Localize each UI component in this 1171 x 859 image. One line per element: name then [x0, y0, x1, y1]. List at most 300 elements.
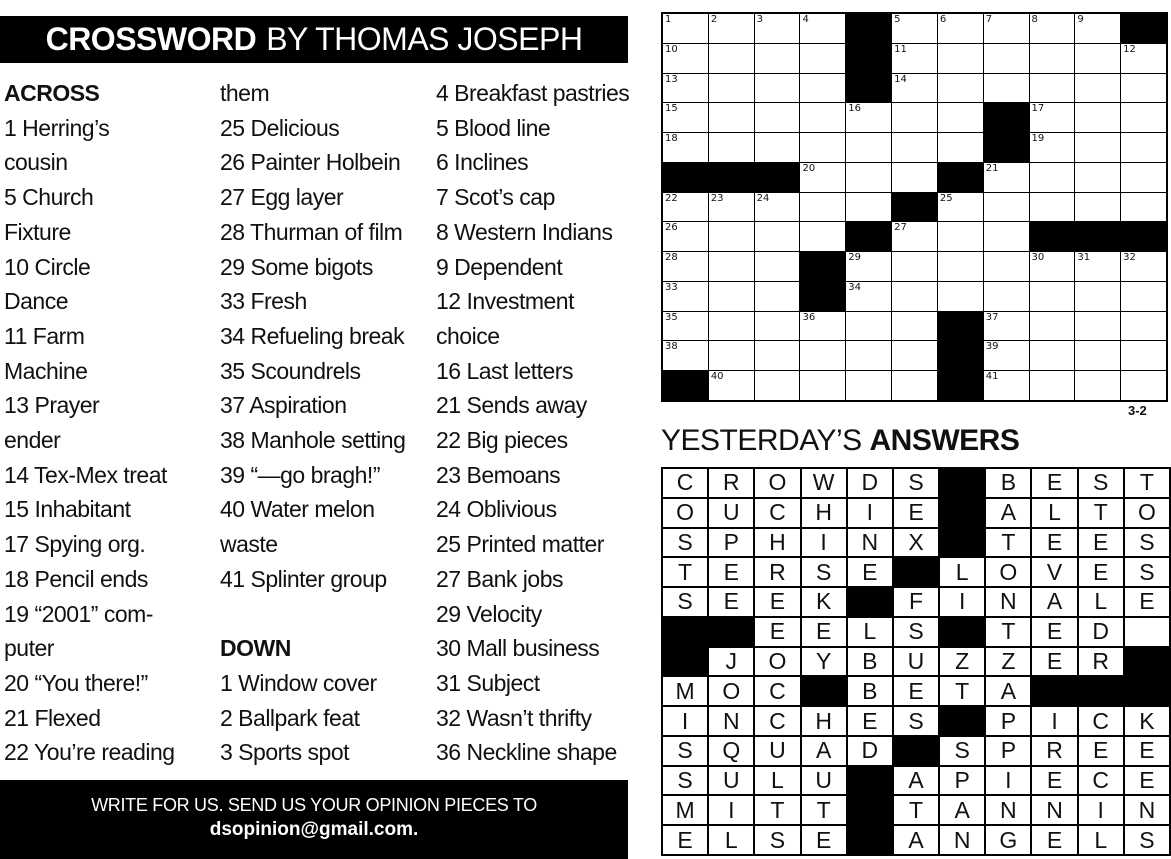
answer-cell: A	[986, 499, 1030, 527]
grid-cell	[1030, 163, 1075, 192]
grid-cell	[800, 222, 845, 251]
answer-black-square	[848, 796, 892, 824]
answer-cell: H	[755, 529, 799, 557]
answer-black-square	[940, 469, 984, 497]
grid-cell-number: 4	[802, 14, 809, 25]
answer-cell: L	[1079, 588, 1123, 616]
clue-line: 9 Dependent	[436, 253, 563, 280]
grid-cell	[800, 341, 845, 370]
grid-cell-number: 21	[985, 162, 999, 174]
grid-cell	[663, 44, 708, 73]
grid-cell	[663, 222, 708, 251]
grid-cell-number: 38	[665, 341, 678, 353]
grid-cell-number: 41	[985, 371, 999, 383]
answer-cell: R	[1079, 648, 1123, 676]
grid-black-square	[1075, 222, 1120, 251]
grid-cell-number: 20	[802, 162, 816, 174]
grid-cell	[892, 133, 937, 162]
grid-cell	[709, 44, 754, 73]
grid-cell	[1121, 74, 1166, 103]
clue-line: 10 Circle	[4, 253, 91, 280]
answer-cell: E	[709, 588, 753, 616]
footer-email[interactable]: dsopinion@gmail.com.	[209, 819, 419, 840]
yesterdays-answers-title	[661, 424, 1019, 458]
answer-black-square	[848, 588, 892, 616]
answer-cell: T	[986, 529, 1030, 557]
grid-black-square	[938, 312, 983, 341]
clue-line: 21 Flexed	[4, 704, 101, 731]
clue-column-1	[4, 76, 175, 770]
grid-cell	[755, 312, 800, 341]
grid-cell-number: 29	[848, 252, 861, 264]
answer-cell: C	[1079, 707, 1123, 735]
answer-cell: E	[1079, 737, 1123, 765]
grid-cell	[1075, 74, 1120, 103]
grid-cell	[800, 44, 845, 73]
grid-cell-number: 27	[894, 222, 907, 234]
grid-cell	[800, 74, 845, 103]
answer-cell: S	[663, 529, 707, 557]
grid-cell	[663, 252, 708, 281]
grid-black-square	[1030, 222, 1075, 251]
answer-cell: O	[709, 677, 753, 705]
grid-cell-number: 8	[1031, 14, 1038, 25]
answer-black-square	[802, 677, 846, 705]
clue-line: 21 Sends away	[436, 392, 587, 419]
grid-cell	[892, 222, 937, 251]
grid-cell	[938, 14, 983, 43]
answer-cell: N	[1032, 796, 1076, 824]
answer-cell: T	[940, 677, 984, 705]
grid-cell	[984, 44, 1029, 73]
grid-cell	[846, 371, 891, 400]
answers-grid	[661, 467, 1171, 856]
answer-cell: N	[848, 529, 892, 557]
clue-line: 19 “2001” com-	[4, 600, 153, 627]
clue-columns	[4, 76, 628, 776]
header-title-byline: BY THOMAS JOSEPH	[266, 21, 583, 57]
answer-cell: S	[894, 707, 938, 735]
clue-line: Machine	[4, 357, 88, 384]
clue-line: 11 Farm	[4, 322, 85, 349]
answer-black-square	[940, 499, 984, 527]
answer-cell: T	[894, 796, 938, 824]
answer-cell: X	[894, 529, 938, 557]
clue-line: 29 Velocity	[436, 600, 542, 627]
grid-cell-number: 32	[1123, 252, 1136, 264]
answer-cell: E	[848, 707, 892, 735]
grid-cell-number: 5	[894, 14, 901, 25]
answer-cell: T	[755, 796, 799, 824]
grid-cell	[1075, 163, 1120, 192]
clue-line: 23 Bemoans	[436, 461, 561, 488]
answer-cell: E	[1032, 529, 1076, 557]
grid-cell	[663, 14, 708, 43]
answer-cell: I	[1032, 707, 1076, 735]
grid-cell	[892, 14, 937, 43]
answer-cell: J	[709, 648, 753, 676]
answer-cell: I	[940, 588, 984, 616]
answer-black-square	[1125, 677, 1169, 705]
grid-cell	[800, 193, 845, 222]
answer-cell: N	[986, 796, 1030, 824]
answer-cell: Y	[802, 648, 846, 676]
grid-cell-number: 15	[665, 103, 678, 115]
clue-line: 1 Window cover	[220, 669, 377, 696]
grid-cell	[938, 44, 983, 73]
clue-line: 41 Splinter group	[220, 565, 387, 592]
grid-cell	[984, 163, 1029, 192]
grid-cell	[709, 103, 754, 132]
answer-cell: D	[848, 737, 892, 765]
clue-line: 17 Spying org.	[4, 531, 146, 558]
answer-cell: E	[894, 677, 938, 705]
grid-cell	[1121, 133, 1166, 162]
clue-line: 13 Prayer	[4, 392, 100, 419]
grid-cell	[1030, 103, 1075, 132]
grid-cell	[892, 74, 937, 103]
grid-cell	[1075, 14, 1120, 43]
grid-cell	[800, 14, 845, 43]
grid-black-square	[984, 133, 1029, 162]
grid-cell	[1121, 252, 1166, 281]
grid-cell-number: 10	[665, 43, 678, 55]
grid-cell	[892, 282, 937, 311]
grid-cell	[755, 193, 800, 222]
answer-cell: S	[1125, 826, 1169, 854]
answer-cell: U	[802, 767, 846, 795]
clue-line: 5 Church	[4, 184, 94, 211]
clue-line: 30 Mall business	[436, 635, 600, 662]
grid-cell	[1030, 193, 1075, 222]
answer-cell: M	[663, 796, 707, 824]
answer-cell: O	[755, 648, 799, 676]
grid-cell-number: 30	[1031, 252, 1045, 264]
answer-black-square	[663, 648, 707, 676]
grid-cell-number: 26	[665, 222, 678, 234]
grid-black-square	[846, 222, 891, 251]
answer-cell: P	[986, 707, 1030, 735]
answer-black-square	[709, 618, 753, 646]
yesterdays-title-light: YESTERDAY’S	[661, 424, 862, 457]
grid-cell-number: 34	[848, 281, 861, 293]
grid-cell-number: 39	[985, 341, 999, 353]
answer-cell: N	[1125, 796, 1169, 824]
clue-line: choice	[436, 322, 500, 349]
grid-cell	[846, 163, 891, 192]
grid-cell	[1030, 252, 1075, 281]
answer-cell: G	[986, 826, 1030, 854]
answer-cell: N	[940, 826, 984, 854]
grid-cell	[984, 252, 1029, 281]
answer-black-square	[940, 529, 984, 557]
answer-cell: E	[1032, 469, 1076, 497]
clue-line: 5 Blood line	[436, 114, 551, 141]
grid-cell	[709, 133, 754, 162]
grid-cell	[846, 341, 891, 370]
answer-cell: A	[940, 796, 984, 824]
grid-cell	[709, 222, 754, 251]
clue-line: 25 Delicious	[220, 114, 340, 141]
answer-cell: N	[986, 588, 1030, 616]
answer-black-square	[663, 618, 707, 646]
grid-cell	[800, 371, 845, 400]
grid-cell	[892, 341, 937, 370]
clue-line: 20 “You there!”	[4, 669, 148, 696]
grid-cell	[663, 312, 708, 341]
answer-cell: S	[1125, 529, 1169, 557]
grid-cell	[984, 222, 1029, 251]
answer-cell: P	[986, 737, 1030, 765]
grid-cell	[1075, 44, 1120, 73]
grid-black-square	[846, 44, 891, 73]
grid-cell	[755, 103, 800, 132]
answer-cell: L	[1079, 826, 1123, 854]
grid-cell	[846, 282, 891, 311]
answer-cell: O	[1125, 499, 1169, 527]
grid-cell	[984, 193, 1029, 222]
answer-cell: C	[1079, 767, 1123, 795]
grid-cell	[1121, 103, 1166, 132]
clue-line: 29 Some bigots	[220, 253, 373, 280]
answer-cell: Q	[709, 737, 753, 765]
answer-cell: T	[802, 796, 846, 824]
grid-cell-number: 11	[894, 43, 907, 55]
grid-cell-number: 9	[1077, 14, 1084, 25]
grid-cell	[755, 252, 800, 281]
grid-black-square	[1121, 222, 1166, 251]
answer-cell: E	[755, 588, 799, 616]
grid-cell	[709, 282, 754, 311]
grid-cell	[892, 371, 937, 400]
grid-cell	[892, 103, 937, 132]
answer-cell: I	[1079, 796, 1123, 824]
answer-cell: I	[848, 499, 892, 527]
answer-cell: P	[940, 767, 984, 795]
answer-cell: U	[755, 737, 799, 765]
answer-black-square	[848, 767, 892, 795]
clue-line: 31 Subject	[436, 669, 540, 696]
grid-cell	[1075, 312, 1120, 341]
grid-cell	[1075, 371, 1120, 400]
grid-cell	[709, 252, 754, 281]
answer-cell: S	[802, 558, 846, 586]
grid-cell	[846, 133, 891, 162]
answer-cell: E	[1032, 826, 1076, 854]
grid-cell	[1030, 371, 1075, 400]
answer-black-square	[940, 618, 984, 646]
answer-cell: S	[663, 588, 707, 616]
clue-line: 4 Breakfast pastries	[436, 80, 630, 106]
clue-line: 14 Tex-Mex treat	[4, 461, 167, 488]
grid-black-square	[846, 74, 891, 103]
grid-cell	[938, 74, 983, 103]
grid-cell	[709, 74, 754, 103]
clue-line: 22 You’re reading	[4, 739, 175, 766]
grid-cell-number: 17	[1031, 103, 1045, 115]
grid-cell-number: 7	[985, 14, 993, 25]
clue-section-heading: ACROSS	[4, 80, 100, 106]
grid-cell	[800, 103, 845, 132]
answer-cell: U	[709, 767, 753, 795]
grid-cell	[892, 252, 937, 281]
clue-column-2	[220, 76, 405, 770]
grid-black-square	[1121, 14, 1166, 43]
crossword-grid	[661, 12, 1168, 402]
clue-line: Dance	[4, 288, 68, 315]
grid-cell-number: 18	[665, 133, 678, 145]
answer-cell: L	[848, 618, 892, 646]
grid-cell	[938, 222, 983, 251]
grid-cell	[1121, 371, 1166, 400]
grid-cell	[800, 133, 845, 162]
clue-line: 27 Egg layer	[220, 184, 344, 211]
clue-line: 28 Thurman of film	[220, 218, 403, 245]
grid-black-square	[800, 282, 845, 311]
grid-cell	[663, 341, 708, 370]
clue-line: 22 Big pieces	[436, 427, 568, 454]
answer-cell: E	[1125, 737, 1169, 765]
grid-cell-number: 1	[665, 14, 672, 25]
grid-cell	[1121, 312, 1166, 341]
answer-cell: S	[894, 618, 938, 646]
answer-cell: E	[1032, 618, 1076, 646]
grid-cell-number: 2	[710, 14, 718, 25]
grid-black-square	[846, 14, 891, 43]
grid-cell	[709, 371, 754, 400]
footer-line-1: WRITE FOR US. SEND US YOUR OPINION PIECES TO	[91, 795, 537, 815]
grid-cell	[938, 193, 983, 222]
grid-cell	[709, 341, 754, 370]
clue-line: 3 Sports spot	[220, 739, 350, 766]
clue-line: 40 Water melon	[220, 496, 375, 523]
clue-line: 34 Refueling break	[220, 322, 405, 349]
answer-cell: T	[663, 558, 707, 586]
clue-line: cousin	[4, 149, 68, 176]
answer-cell: I	[663, 707, 707, 735]
answer-cell: K	[802, 588, 846, 616]
grid-cell-number: 37	[985, 311, 999, 323]
grid-cell	[1075, 193, 1120, 222]
grid-cell	[1075, 133, 1120, 162]
grid-cell	[1075, 252, 1120, 281]
grid-cell	[984, 282, 1029, 311]
grid-cell	[892, 312, 937, 341]
clue-line: 16 Last letters	[436, 357, 573, 384]
answer-cell: E	[1032, 648, 1076, 676]
answer-cell: D	[848, 469, 892, 497]
clue-line: 25 Printed matter	[436, 531, 604, 558]
answer-cell: H	[802, 707, 846, 735]
clue-line: 15 Inhabitant	[4, 496, 131, 523]
answer-black-square	[1079, 677, 1123, 705]
answer-cell: O	[986, 558, 1030, 586]
grid-cell	[1030, 341, 1075, 370]
answer-cell: O	[755, 469, 799, 497]
answer-cell: C	[755, 499, 799, 527]
answer-cell: E	[709, 558, 753, 586]
grid-cell-number: 33	[665, 281, 678, 293]
grid-cell-number: 6	[939, 14, 947, 25]
clue-line: 32 Wasn’t thrifty	[436, 704, 592, 731]
grid-cell	[755, 222, 800, 251]
grid-cell	[1121, 163, 1166, 192]
answer-cell: B	[848, 648, 892, 676]
clue-section-heading: DOWN	[220, 635, 291, 662]
answer-cell: E	[755, 618, 799, 646]
answer-cell: E	[1125, 588, 1169, 616]
grid-cell	[892, 163, 937, 192]
grid-cell	[1030, 312, 1075, 341]
grid-cell-number: 23	[710, 192, 724, 204]
grid-cell-number: 12	[1123, 43, 1136, 55]
answer-cell: C	[755, 707, 799, 735]
answer-cell: I	[986, 767, 1030, 795]
grid-cell	[938, 133, 983, 162]
answer-cell: I	[709, 796, 753, 824]
answer-cell: C	[755, 677, 799, 705]
answer-cell: E	[802, 826, 846, 854]
grid-black-square	[938, 163, 983, 192]
grid-cell	[800, 163, 845, 192]
grid-black-square	[892, 193, 937, 222]
grid-black-square	[800, 252, 845, 281]
answer-cell: L	[755, 767, 799, 795]
answer-cell: P	[709, 529, 753, 557]
grid-cell	[663, 193, 708, 222]
answer-cell: M	[663, 677, 707, 705]
grid-cell	[1030, 133, 1075, 162]
grid-cell	[1121, 282, 1166, 311]
grid-cell	[755, 14, 800, 43]
answer-cell: F	[894, 588, 938, 616]
clue-line: 2 Ballpark feat	[220, 704, 360, 731]
answer-cell: T	[1125, 469, 1169, 497]
answer-cell: R	[1032, 737, 1076, 765]
answer-black-square	[894, 737, 938, 765]
clue-line: 24 Oblivious	[436, 496, 557, 523]
grid-cell	[1075, 341, 1120, 370]
grid-cell-number: 25	[939, 192, 953, 204]
clue-line: 36 Neckline shape	[436, 739, 617, 766]
answer-cell	[1125, 618, 1169, 646]
grid-cell	[984, 341, 1029, 370]
header-title-bold: CROSSWORD	[45, 21, 257, 57]
clue-line: Fixture	[4, 218, 71, 245]
grid-cell	[846, 193, 891, 222]
grid-cell	[755, 282, 800, 311]
grid-black-square	[984, 103, 1029, 132]
answer-cell: K	[1125, 707, 1169, 735]
grid-cell	[1030, 14, 1075, 43]
grid-cell	[846, 252, 891, 281]
grid-cell	[755, 74, 800, 103]
answer-cell: E	[802, 618, 846, 646]
clue-line: 8 Western Indians	[436, 218, 613, 245]
crossword-header	[0, 16, 628, 63]
answer-cell: H	[802, 499, 846, 527]
answer-cell: B	[986, 469, 1030, 497]
clue-line: 1 Herring’s	[4, 114, 110, 141]
grid-cell-number: 40	[710, 371, 724, 383]
grid-cell	[663, 103, 708, 132]
clue-line: 12 Investment	[436, 288, 574, 315]
clue-line: them	[220, 80, 270, 106]
clue-line: 7 Scot’s cap	[436, 184, 555, 211]
grid-cell-number: 28	[665, 252, 678, 264]
answer-cell: S	[1079, 469, 1123, 497]
grid-cell	[938, 282, 983, 311]
